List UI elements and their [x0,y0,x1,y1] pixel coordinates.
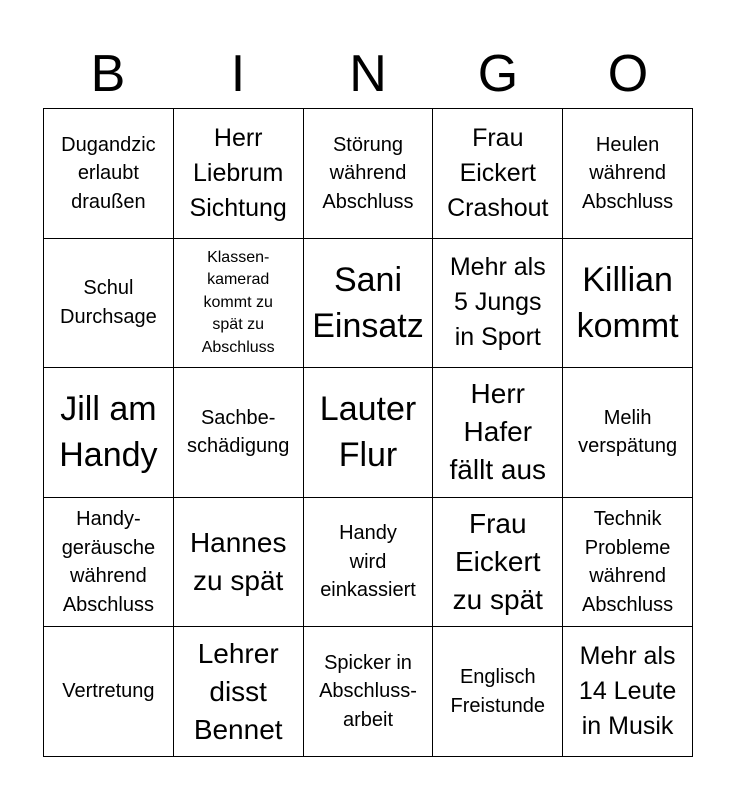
bingo-cell[interactable] [304,498,434,628]
bingo-cell-text: Dugandzic erlaubt draußen [61,133,156,213]
bingo-cell-text: Herr Liebrum Sichtung [189,123,287,222]
bingo-cell-text: Sachbe- schädigung [187,406,290,458]
bingo-cell[interactable] [563,627,693,757]
bingo-cell-text: Heulen während Abschluss [582,133,674,213]
bingo-cell[interactable] [44,239,174,369]
bingo-card-grid [43,108,693,757]
bingo-cell[interactable] [44,498,174,628]
bingo-cell[interactable] [304,627,434,757]
bingo-cell[interactable] [563,109,693,239]
bingo-cell[interactable] [44,368,174,498]
bingo-cell[interactable] [433,109,563,239]
bingo-header [43,40,693,108]
bingo-cell[interactable] [433,368,563,498]
bingo-cell-text: Melih verspätung [578,406,678,458]
bingo-cell-text: Hannes zu spät [189,527,287,597]
bingo-cell-text: Handy- geräusche während Abschluss [61,508,156,616]
bingo-cell-text: Klassen- kamerad kommt zu spät zu Abschluss [201,248,275,356]
bingo-cell[interactable] [304,109,434,239]
bingo-cell[interactable] [44,627,174,757]
bingo-cell-text: Herr Hafer fällt aus [449,378,547,486]
bingo-cell-text: Schul Durchsage [60,277,157,328]
bingo-cell[interactable] [174,498,304,628]
bingo-cell-text: Mehr als 5 Jungs in Sport [449,253,546,352]
bingo-cell-text: Sani Einsatz [312,260,424,345]
bingo-cell-text: Technik Probleme während Abschluss [582,508,674,616]
header-letter-i: I [230,45,246,103]
bingo-cell[interactable] [433,627,563,757]
bingo-cell[interactable] [433,498,563,628]
bingo-cell-text: Störung während Abschluss [322,133,414,213]
bingo-cell[interactable] [174,368,304,498]
bingo-cell[interactable] [563,498,693,628]
bingo-cell-text: Spicker in Abschluss- arbeit [319,651,417,731]
header-letter-g: G [477,45,519,103]
bingo-cell-text: Killian kommt [576,260,679,345]
bingo-cell-text: Lauter Flur [319,390,417,475]
bingo-cell[interactable] [433,239,563,369]
bingo-cell-text: Frau Eickert Crashout [447,123,549,222]
bingo-cell[interactable] [174,109,304,239]
bingo-cell-text: Jill am Handy [59,390,158,475]
header-letter-n: N [349,45,387,103]
bingo-cell[interactable] [174,627,304,757]
bingo-cell[interactable] [44,109,174,239]
bingo-cell[interactable] [304,239,434,369]
header-letter-b: B [90,45,126,103]
bingo-cell-text: Mehr als 14 Leute in Musik [578,642,677,741]
bingo-cell-text: Handy wird einkassiert [320,522,416,602]
bingo-cell[interactable] [304,368,434,498]
bingo-cell-text: Frau Eickert zu spät [452,508,543,616]
header-letter-o: O [607,45,649,103]
bingo-cell-text: Englisch Freistunde [450,666,546,717]
bingo-cell[interactable] [563,239,693,369]
bingo-cell[interactable] [174,239,304,369]
bingo-cell-text: Lehrer disst Bennet [193,637,283,745]
bingo-cell-text: Vertretung [62,680,155,703]
bingo-cell[interactable] [563,368,693,498]
